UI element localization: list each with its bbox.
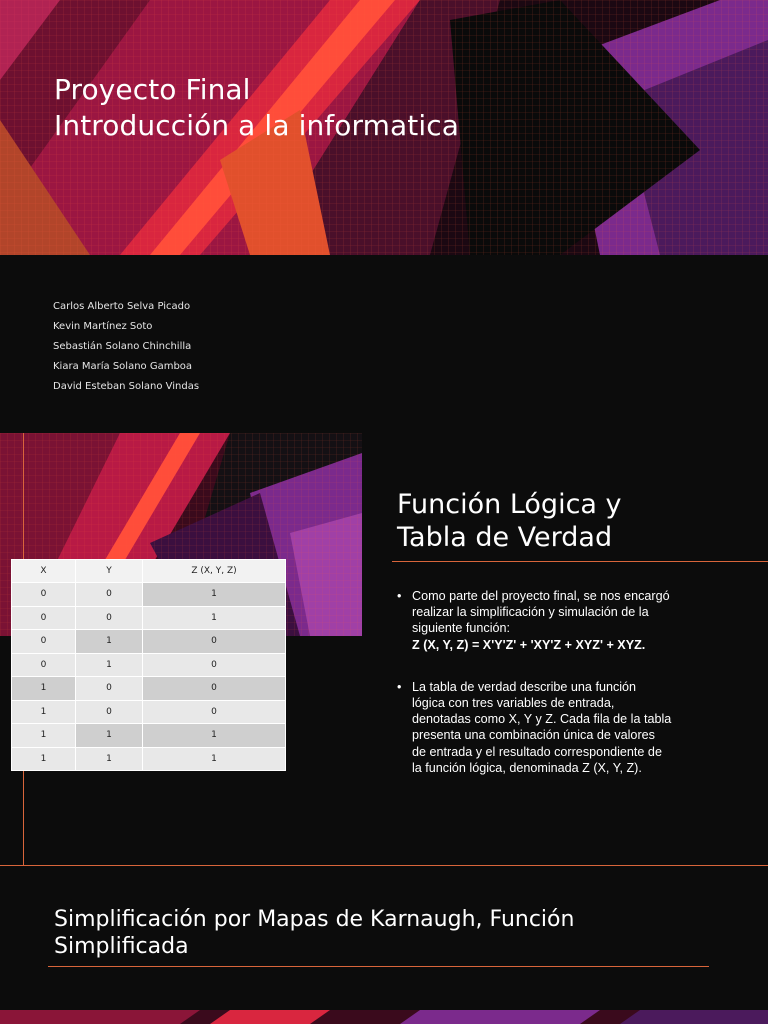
table-cell: 1: [12, 700, 76, 724]
slide-separator: [0, 865, 768, 866]
slide3-title-underline: [48, 966, 709, 967]
slide2-bullets: [397, 588, 672, 776]
table-cell: 0: [76, 677, 143, 701]
title-line-2: Introducción a la informatica: [54, 109, 459, 142]
table-cell: 0: [76, 583, 143, 607]
slide2-title-underline: [392, 561, 768, 562]
table-row: [12, 724, 286, 748]
table-cell: 1: [143, 747, 286, 771]
table-cell: 1: [143, 724, 286, 748]
table-cell: 1: [12, 747, 76, 771]
table-cell: 0: [143, 677, 286, 701]
author-name: Kiara María Solano Gamboa: [53, 361, 193, 372]
table-cell: 0: [143, 653, 286, 677]
author-name: Sebastián Solano Chinchilla: [53, 341, 192, 352]
author-name: Carlos Alberto Selva Picado: [53, 301, 191, 312]
table-cell: 0: [76, 606, 143, 630]
bullet-item: [397, 588, 672, 653]
authors-list: [53, 300, 199, 400]
table-cell: 0: [12, 583, 76, 607]
bullet-dot-icon: •: [397, 679, 402, 694]
slide3-title-line-2: Simplificada: [54, 934, 189, 959]
table-row: [12, 606, 286, 630]
table-row: [12, 653, 286, 677]
table-cell: 1: [76, 653, 143, 677]
slide3-background-graphic: [0, 1010, 768, 1024]
table-cell: 0: [12, 606, 76, 630]
slide2-heading: [397, 488, 757, 554]
slide2-title-line-2: Tabla de Verdad: [397, 522, 613, 553]
title-line-1: Proyecto Final: [54, 73, 251, 106]
table-cell: 1: [76, 724, 143, 748]
column-header-x: X: [12, 560, 76, 583]
slide2-title-line-1: Función Lógica y: [397, 489, 622, 520]
author-name: David Esteban Solano Vindas: [53, 381, 200, 392]
table-header-row: [12, 560, 286, 583]
bullet-dot-icon: •: [397, 589, 402, 603]
column-header-z: Z (X, Y, Z): [143, 560, 286, 583]
table-cell: 1: [143, 583, 286, 607]
slide3-heading: [54, 906, 734, 960]
table-row: [12, 630, 286, 654]
title-slide-heading: [54, 72, 734, 144]
table-cell: 1: [12, 724, 76, 748]
table-cell: 1: [76, 630, 143, 654]
table-row: [12, 747, 286, 771]
bullet-text: La tabla de verdad describe una función lógica con tres variables de entrada, denotadas como X, Y y Z. Cada fila de la tabla presenta una combinación única de valores de entrada y el resultado correspondiente de la función lógica, denominada Z (X, Y, Z).: [412, 679, 672, 775]
table-cell: 1: [143, 606, 286, 630]
column-header-y: Y: [76, 560, 143, 583]
table-cell: 0: [76, 700, 143, 724]
table-cell: 1: [12, 677, 76, 701]
table-cell: 0: [143, 630, 286, 654]
slide3-title-line-1: Simplificación por Mapas de Karnaugh, Función: [54, 907, 575, 932]
table-cell: 0: [12, 630, 76, 654]
table-row: [12, 677, 286, 701]
table-row: [12, 583, 286, 607]
table-cell: 0: [12, 653, 76, 677]
function-formula: Z (X, Y, Z) = X'Y'Z' + 'XY'Z + XYZ' + XYZ.: [412, 637, 646, 652]
table-row: [12, 700, 286, 724]
author-name: Kevin Martínez Soto: [53, 321, 153, 332]
truth-table: [11, 559, 286, 771]
bullet-item: [397, 679, 672, 776]
table-cell: 0: [143, 700, 286, 724]
bullet-text: Como parte del proyecto final, se nos encargó realizar la simplificación y simulación de la siguiente función:: [412, 589, 670, 636]
table-cell: 1: [76, 747, 143, 771]
